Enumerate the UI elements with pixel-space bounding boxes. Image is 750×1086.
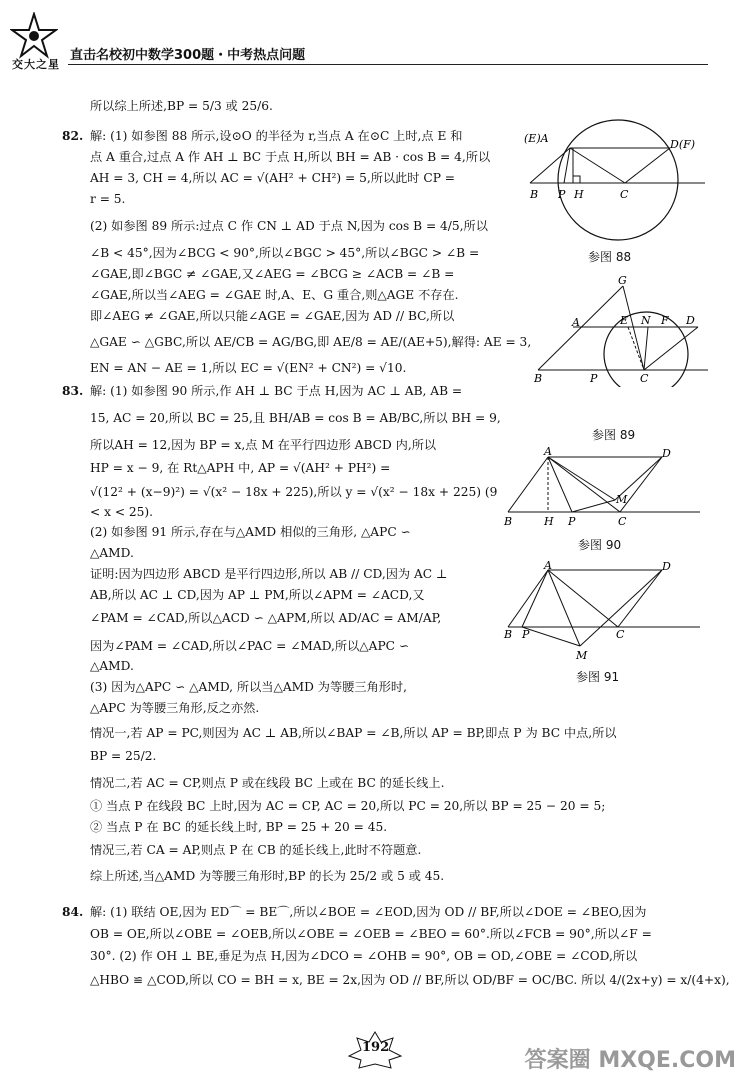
text-line: △AMD. [90, 659, 134, 673]
figure-caption: 参图 91 [576, 670, 620, 684]
fig89-label: G [618, 274, 627, 287]
fig89-label: A [572, 316, 580, 329]
fig90-label: A [544, 445, 552, 458]
fig89-label: P [590, 372, 598, 385]
text-line: AB,所以 AC ⊥ CD,因为 AP ⊥ PM,所以∠APM = ∠ACD,又 [90, 588, 425, 602]
logo-text: 交大之星 [12, 58, 60, 71]
text-line: 证明:因为四边形 ABCD 是平行四边形,所以 AB // CD,因为 AC ⊥ [90, 567, 448, 581]
text-line: △HBO ≌ △COD,所以 CO = BH = x, BE = 2x,因为 OD // BF,所以 OD/BF = OC/BC. 所以 4/(2x+y) = x/(4+x), [90, 973, 730, 987]
figure-91 [500, 560, 705, 665]
figure-caption: 参图 89 [592, 428, 636, 442]
question-number: 83. [62, 384, 84, 398]
fig91-label: M [576, 649, 588, 662]
fig91-label: P [522, 628, 530, 641]
text-line: △APC 为等腰三角形,反之亦然. [90, 701, 260, 715]
text-line: HP = x − 9, 在 Rt△APH 中, AP = √(AH² + PH²) = [90, 461, 391, 475]
text-line: ∠B < 45°,因为∠BCG < 90°,所以∠BGC > 45°,所以∠BGC > ∠B = [90, 246, 480, 260]
text-line: 情况二,若 AC = CP,则点 P 或在线段 BC 上或在 BC 的延长线上. [90, 776, 445, 790]
text-line: ② 当点 P 在 BC 的延长线上时, BP = 25 + 20 = 45. [90, 820, 388, 834]
text-line: 所以综上所述,BP = 5/3 或 25/6. [90, 99, 273, 113]
text-line: 30°. (2) 作 OH ⊥ BE,垂足为点 H,因为∠DCO = ∠OHB = 90°, OB = OD,∠OBE = ∠COD,所以 [90, 949, 638, 963]
text-line: (2) 如参图 91 所示,存在与△AMD 相似的三角形, △APC ∽ [90, 525, 411, 539]
fig89-label: E [620, 314, 629, 327]
fig90-label: C [618, 515, 627, 528]
text-line: ① 当点 P 在线段 BC 上时,因为 AC = CP, AC = 20,所以 PC = 20,所以 BP = 25 − 20 = 5; [90, 799, 606, 813]
fig91-label: C [616, 628, 625, 641]
text-line: 15, AC = 20,所以 BC = 25,且 BH/AB = cos B = AB/BC,所以 BH = 9, [90, 411, 501, 425]
fig90-label: B [504, 515, 513, 528]
fig88-label: H [574, 188, 584, 201]
fig90-label: M [616, 493, 628, 506]
fig89-label: N [641, 314, 651, 327]
fig88-label: D(F) [670, 138, 696, 151]
header-rule [68, 64, 708, 65]
fig88-label: B [530, 188, 539, 201]
fig89-label: B [534, 372, 543, 385]
text-line: BP = 25/2. [90, 749, 157, 763]
fig88-label: P [558, 188, 566, 201]
text-line: 点 A 重合,过点 A 作 AH ⊥ BC 于点 H,所以 BH = AB · cos B = 4,所以 [90, 150, 491, 164]
fig90-label: D [662, 447, 671, 460]
text-line: ∠GAE,所以当∠AEG = ∠GAE 时,A、E、G 重合,则△AGE 不存在. [90, 288, 459, 302]
fig88-label: (E)A [524, 132, 549, 145]
text-line: 综上所述,当△AMD 为等腰三角形时,BP 的长为 25/2 或 5 或 45. [90, 869, 445, 883]
fig91-label: B [504, 628, 513, 641]
text-line: 因为∠PAM = ∠CAD,所以∠PAC = ∠MAD,所以△APC ∽ [90, 639, 410, 653]
figure-89 [528, 272, 713, 387]
text-line: 情况三,若 CA = AP,则点 P 在 CB 的延长线上,此时不符题意. [90, 843, 422, 857]
text-line: 解: (1) 如参图 88 所示,设⊙O 的半径为 r,当点 A 在⊙C 上时,点 E 和 [90, 129, 463, 143]
page-number: 192 [362, 1040, 390, 1055]
fig91-label: A [544, 560, 552, 572]
text-line: 解: (1) 联结 OE,因为 ED⌒ = BE⌒,所以∠BOE = ∠EOD,因为 OD // BF,所以∠DOE = ∠BEO,因为 [90, 905, 647, 919]
fig91-label: D [662, 560, 671, 573]
text-line: ∠GAE,即∠BGC ≠ ∠GAE,又∠AEG = ∠BCG ≥ ∠ACB = ∠B = [90, 267, 455, 281]
figure-caption: 参图 88 [588, 250, 632, 264]
question-number: 84. [62, 905, 84, 919]
watermark: 答案圈 MXQE.COM [524, 1048, 736, 1073]
text-line: OB = OE,所以∠OBE = ∠OEB,所以∠OBE = ∠OEB = ∠BEO = 60°.所以∠FCB = 90°,所以∠F = [90, 927, 652, 941]
header-title: 直击名校初中数学300题・中考热点问题 [70, 48, 306, 63]
question-number: 82. [62, 129, 84, 143]
text-line: 所以AH = 12,因为 BP = x,点 M 在平行四边形 ABCD 内,所以 [90, 438, 437, 452]
text-line: △GAE ∽ △GBC,所以 AE/CB = AG/BG,即 AE/8 = AE/(AE+5),解得: AE = 3, [90, 335, 532, 349]
figure-caption: 参图 90 [578, 538, 622, 552]
fig89-label: D [686, 314, 695, 327]
text-line: ∠PAM = ∠CAD,所以△ACD ∽ △APM,所以 AD/AC = AM/AP, [90, 611, 442, 625]
fig90-label: P [568, 515, 576, 528]
page-header [0, 0, 750, 80]
text-line: (2) 如参图 89 所示:过点 C 作 CN ⊥ AD 于点 N,因为 cos B = 4/5,所以 [90, 219, 488, 233]
fig89-label: C [640, 372, 649, 385]
text-line: 情况一,若 AP = PC,则因为 AC ⊥ AB,所以∠BAP = ∠B,所以 AP = BP,即点 P 为 BC 中点,所以 [90, 726, 617, 740]
fig88-label: C [620, 188, 629, 201]
text-line: 即∠AEG ≠ ∠GAE,所以只能∠AGE = ∠GAE,因为 AD // BC,所以 [90, 309, 455, 323]
fig89-label: F [661, 314, 669, 327]
figure-90 [500, 445, 705, 530]
text-line: (3) 因为△APC ∽ △AMD, 所以当△AMD 为等腰三角形时, [90, 680, 407, 694]
text-line: EN = AN − AE = 1,所以 EC = √(EN² + CN²) = √10. [90, 361, 407, 375]
figure-88 [520, 118, 710, 243]
text-line: AH = 3, CH = 4,所以 AC = √(AH² + CH²) = 5,所以此时 CP = [90, 171, 455, 185]
text-line: 解: (1) 如参图 90 所示,作 AH ⊥ BC 于点 H,因为 AC ⊥ AB, AB = [90, 384, 463, 398]
text-line: √(12² + (x−9)²) = √(x² − 18x + 225),所以 y = √(x² − 18x + 225) (9 [90, 485, 498, 499]
fig90-label: H [544, 515, 554, 528]
text-line: < x < 25). [90, 505, 154, 519]
text-line: r = 5. [90, 192, 126, 206]
text-line: △AMD. [90, 546, 134, 560]
